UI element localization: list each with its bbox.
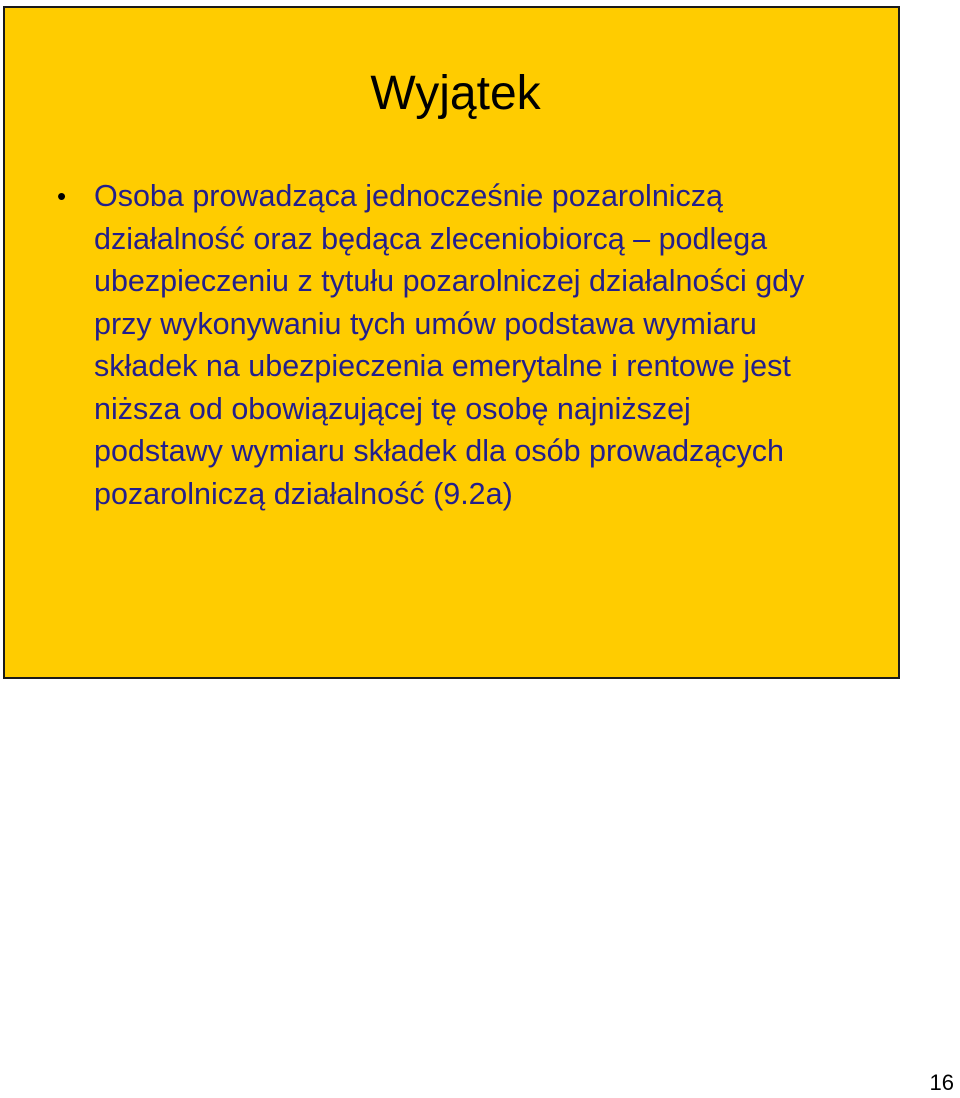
slide-title: [5, 66, 898, 122]
page-number: 16: [929, 1070, 954, 1095]
bullet-dot-icon: •: [57, 181, 67, 211]
bullet-text: Osoba prowadząca jednocześnie pozarolniczą działalność oraz będąca zleceniobiorcą – podlega ubezpieczeniu z tytułu pozarolniczej działalności gdy przy wykonywaniu tych umów podstawa wymiaru składek na ubezpieczenia emerytalne i rentowe jest niższa od obowiązującej tę osobę najniższej podstawy wymiaru składek dla osób prowadzących pozarolniczą działalność (9.2a): [94, 179, 805, 511]
bullet-item: [57, 175, 817, 515]
slide-panel: [3, 6, 900, 679]
bullet-list: [57, 175, 817, 515]
slide-title-text: Wyjątek: [370, 67, 541, 120]
